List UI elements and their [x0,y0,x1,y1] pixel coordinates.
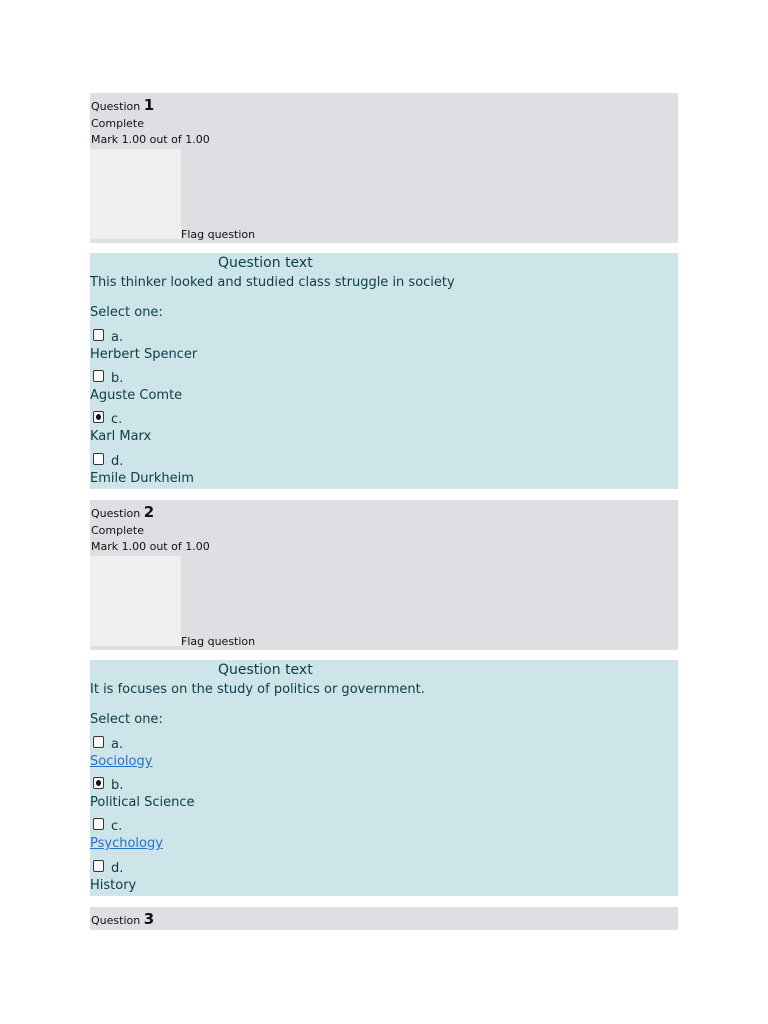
flag-question-link[interactable]: Flag question [181,228,256,241]
option-text: Emile Durkheim [90,471,194,486]
option-text: History [90,878,137,893]
question-text-label: Question text [218,255,313,271]
flag-image-placeholder [90,149,181,239]
option-letter: a. [111,737,124,752]
radio-button[interactable] [93,453,104,465]
question-1-info [90,93,678,243]
question-state: Complete [91,117,145,130]
option-letter: d. [111,454,124,469]
radio-button[interactable] [93,370,104,382]
option-letter: b. [111,778,124,793]
option-letter: c. [111,412,123,427]
question-2-content [90,660,678,896]
option-text: Political Science [90,795,195,810]
question-state: Complete [91,524,145,537]
option-text-link[interactable]: Psychology [90,836,163,851]
option-letter: d. [111,861,124,876]
question-3-info [90,907,678,930]
option-text: Aguste Comte [90,388,183,403]
question-1-content [90,253,678,489]
flag-image-placeholder [90,556,181,646]
option-text: Karl Marx [90,429,152,444]
radio-button[interactable] [93,818,104,830]
question-grade: Mark 1.00 out of 1.00 [91,133,210,146]
question-text-label: Question text [218,662,313,678]
flag-question-link[interactable]: Flag question [181,635,256,648]
question-text: This thinker looked and studied class struggle in society [90,275,455,290]
option-text: Herbert Spencer [90,347,198,362]
question-text: It is focuses on the study of politics or government. [90,682,425,697]
question-prefix: Question [91,100,141,113]
option-letter: b. [111,371,124,386]
question-number [91,503,154,521]
radio-button-selected[interactable] [93,777,104,789]
option-text-link[interactable]: Sociology [90,754,153,769]
question-grade: Mark 1.00 out of 1.00 [91,540,210,553]
select-one-prompt: Select one: [90,712,163,727]
question-prefix: Question [91,507,141,520]
question-number [91,96,154,114]
radio-button-selected[interactable] [93,411,104,423]
option-letter: a. [111,330,124,345]
question-number [91,910,154,928]
radio-button[interactable] [93,860,104,872]
question-number-value: 1 [143,96,155,114]
question-2-info [90,500,678,650]
question-number-value: 2 [143,503,155,521]
radio-button[interactable] [93,329,104,341]
option-letter: c. [111,819,123,834]
question-prefix: Question [91,914,141,927]
select-one-prompt: Select one: [90,305,163,320]
question-number-value: 3 [143,910,155,928]
radio-button[interactable] [93,736,104,748]
